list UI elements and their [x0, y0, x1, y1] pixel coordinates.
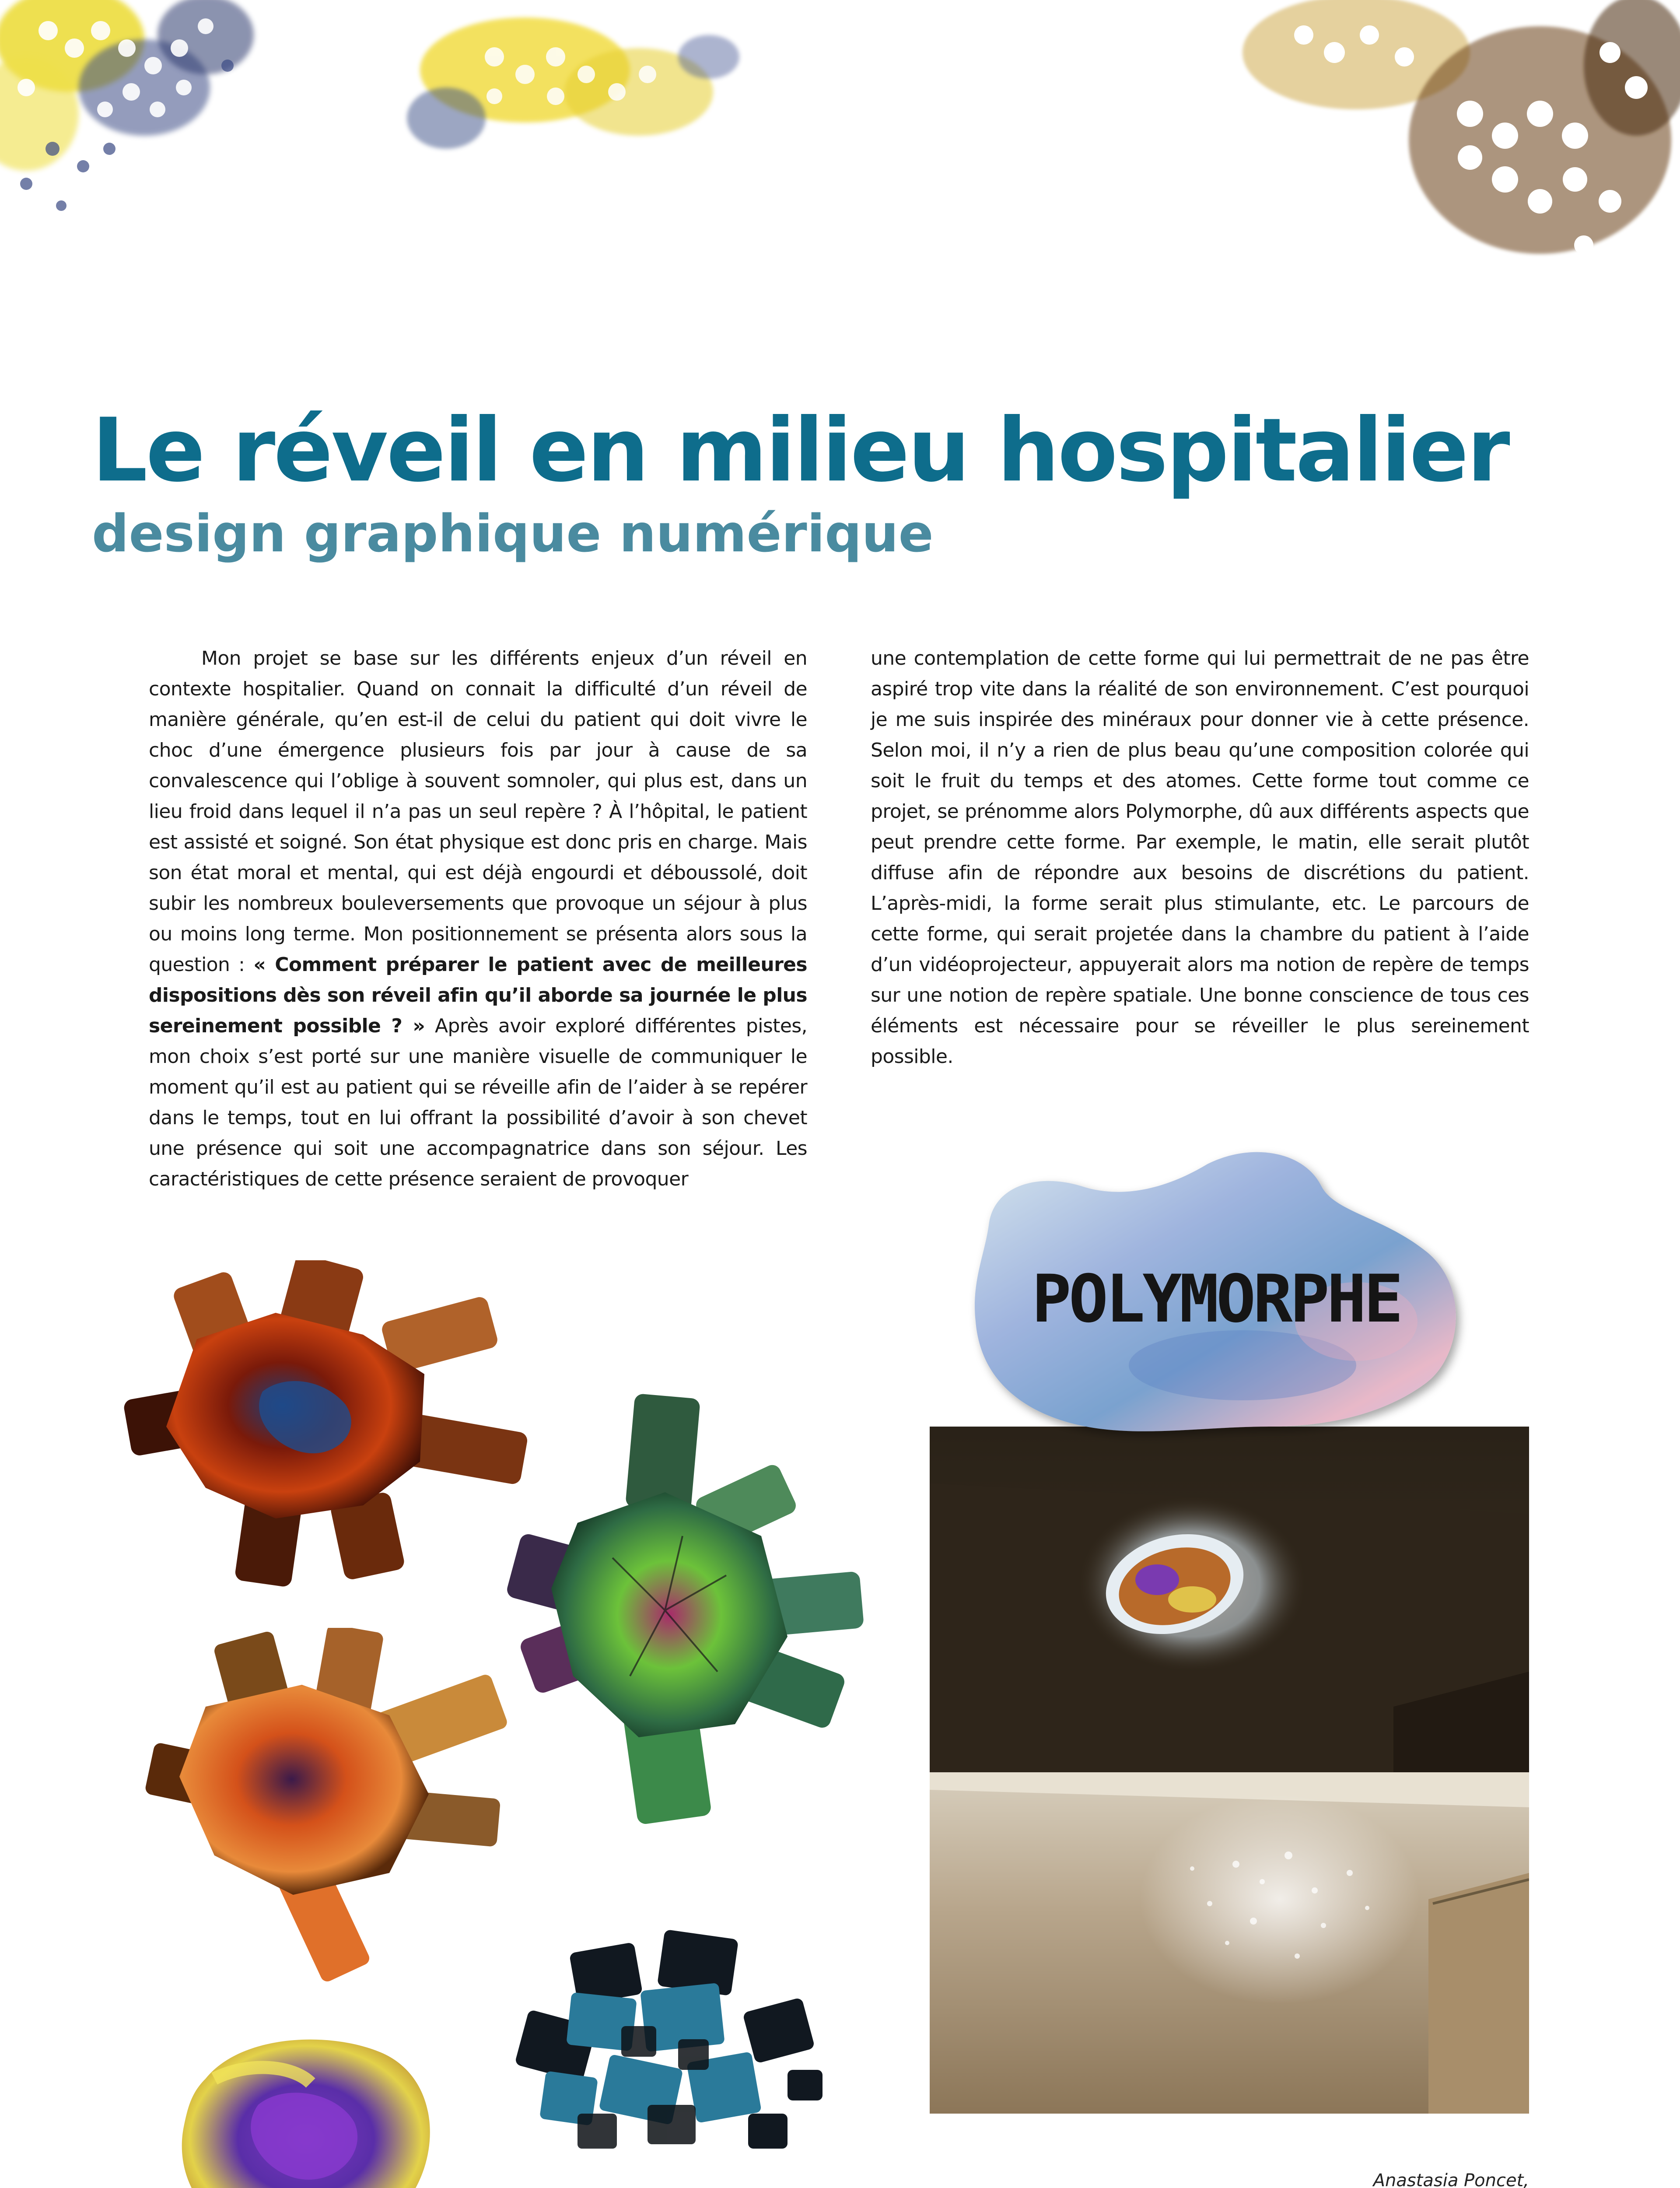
polymorphe-wordmark: POLYMORPHE	[1032, 1261, 1401, 1337]
polymorphe-logo	[962, 1138, 1479, 1444]
honeycomb-right-decoration	[1216, 0, 1680, 306]
text-column-left	[149, 643, 807, 1195]
projection-photo	[930, 1427, 1529, 2114]
mineral-artwork-violet	[171, 2026, 451, 2188]
author-credit	[858, 2168, 1529, 2188]
research-question: « Comment préparer le patient avec de meilleures dispositions dès son réveil afin qu’il aborde sa journée le plus sereinement possible ? »	[149, 954, 807, 1037]
body-text-part-2: Après avoir exploré différentes pistes, mon choix s’est porté sur une manière visuelle de communiquer le moment qu’il est au patient qui se réveille afin de l’aider à se repérer dans le temps, tout en lui offrant la possibilité d’avoir à son chevet une présence qui soit une accompagnatrice dans son séjour. Les caractéristiques de cette présence seraient de provoquer	[149, 1015, 807, 1190]
body-text-part-1: Mon projet se base sur les différents enjeux d’un réveil en contexte hospitalier. Quand on connait la difficulté d’un réveil de manière générale, qu’en est-il de celui du patient qui doit vivre le choc d’une émergence plusieurs fois par jour à cause de sa convalescence qui l’oblige à souvent somnoler, qui plus est, dans un lieu froid dans lequel il n’a pas un seul repère ? À l’hôpital, le patient est assisté et soigné. Son état physique est donc pris en charge. Mais son état moral et mental, qui est déjà engourdi et déboussolé, doit subir les nombreux bouleversements que provoque un séjour à plus ou moins long terme. Mon positionnement se présenta alors sous la question :	[149, 647, 807, 976]
honeycomb-left-decoration	[0, 0, 271, 245]
author-name: Anastasia Poncet,	[1373, 2170, 1529, 2188]
body-paragraph-continued: une contemplation de cette forme qui lui permettrait de ne pas être aspiré trop vite dans la réalité de son environnement. C’est pourquoi je me suis inspirée des minéraux pour donner vie à cette présence. Selon moi, il n’y a rien de plus beau qu’une composition colorée qui soit le fruit du temps et des atomes. Cette forme tout comme ce projet, se prénomme alors Polymorphe, dû aux différents aspects que peut prendre cette forme. Par exemple, le matin, elle serait plutôt diffuse afin de répondre aux besoins de discrétions du patient. L’après-midi, la forme serait plus stimulante, etc. Le parcours de cette forme, qui serait projetée dans la chambre du patient à l’aide d’un vidéoprojecteur, appuyerait alors ma notion de repère de temps sur une notion de repère spatiale. Une bonne conscience de tous ces éléments est nécessaire pour se réveiller le plus sereinement possible.	[871, 647, 1529, 1068]
body-paragraph	[149, 643, 807, 1195]
mineral-artwork-amber	[144, 1628, 516, 1987]
mineral-artwork-orange	[118, 1260, 534, 1588]
page-title: Le réveil en milieu hospitalier	[92, 400, 1508, 501]
mineral-artwork-green	[499, 1392, 875, 1829]
text-column-right	[871, 643, 1529, 1072]
projection-photo-image	[930, 1427, 1529, 2114]
honeycomb-center-decoration	[394, 9, 831, 184]
mineral-artwork-blue	[503, 1930, 853, 2175]
page-subtitle: design graphique numérique	[92, 503, 934, 564]
